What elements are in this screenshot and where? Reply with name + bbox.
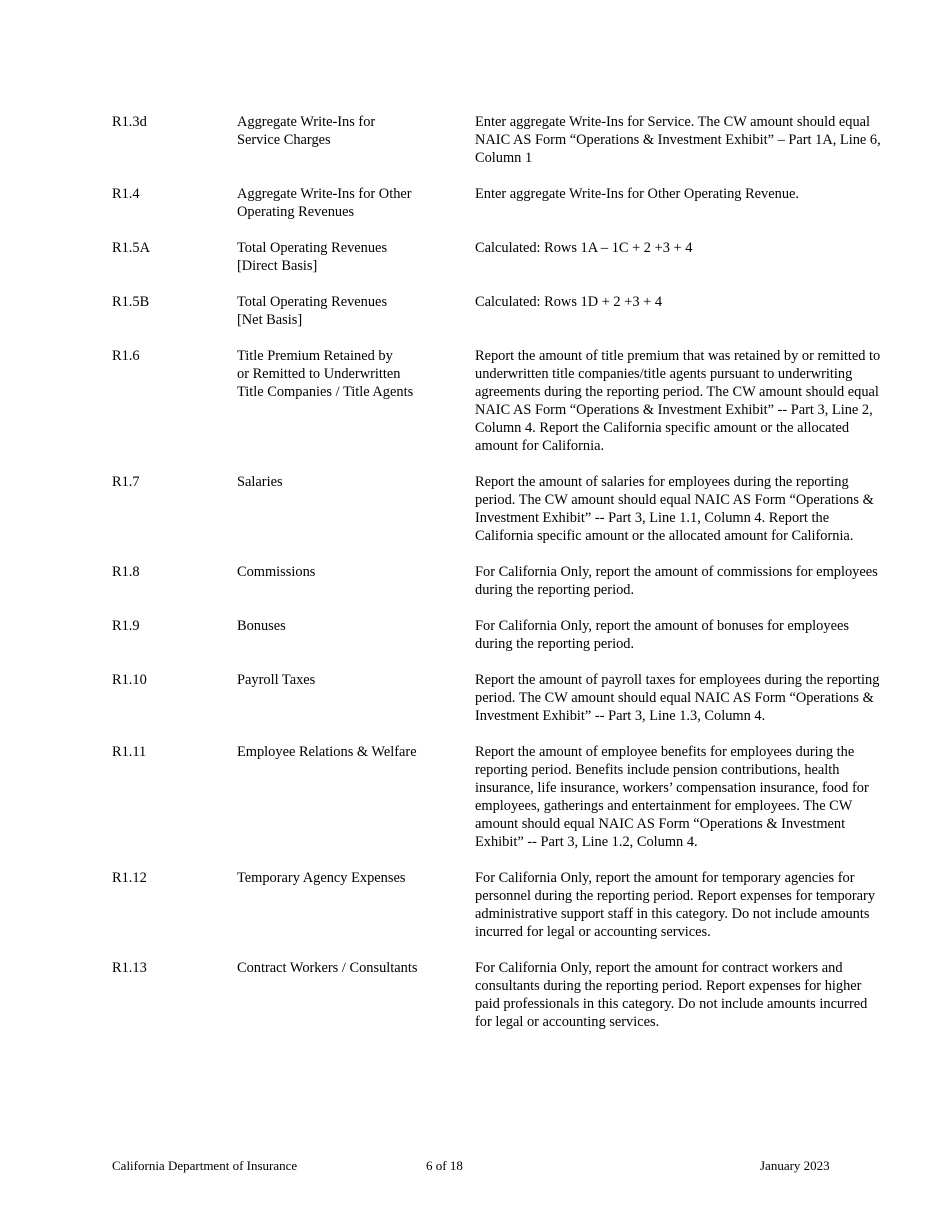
row-description: Calculated: Rows 1A – 1C + 2 +3 + 4 — [475, 240, 693, 256]
table-row — [112, 671, 892, 725]
table-row — [112, 239, 892, 275]
row-label: Total Operating Revenues [Net Basis] — [237, 294, 388, 328]
row-code: R1.7 — [112, 474, 140, 490]
row-description: For California Only, report the amount for temporary agencies for personnel during the reporting period. Report expenses for temporary administrative support staff in this category. Do not include amounts incurred for legal or accounting services. — [475, 870, 876, 940]
row-description: Report the amount of title premium that was retained by or remitted to underwritten title companies/title agents pursuant to underwriting agreements during the reporting period. The CW amount should equal NAIC AS Form “Operations & Investment Exhibit” -- Part 3, Line 2, Column 4. Report the California specific amount or the allocated amount for California. — [475, 348, 881, 454]
row-description: For California Only, report the amount of bonuses for employees during the reporting period. — [475, 618, 849, 652]
table-row — [112, 113, 892, 167]
table-row — [112, 185, 892, 221]
table-row — [112, 293, 892, 329]
table-row — [112, 743, 892, 851]
table-row — [112, 959, 892, 1031]
row-label: Salaries — [237, 474, 283, 490]
row-label: Title Premium Retained by or Remitted to Underwritten Title Companies / Title Agents — [237, 348, 414, 400]
table-row — [112, 563, 892, 599]
row-description: Report the amount of employee benefits for employees during the reporting period. Benefits include pension contributions, health insurance, life insurance, workers’ compensation insurance, food for employees, gatherings and entertainment for employees. The CW amount should equal NAIC AS Form “Operations & Investment Exhibit” -- Part 3, Line 1.2, Column 4. — [475, 744, 869, 850]
row-label: Bonuses — [237, 618, 286, 634]
row-label: Employee Relations & Welfare — [237, 744, 417, 760]
row-code: R1.12 — [112, 870, 147, 886]
row-code: R1.4 — [112, 186, 140, 202]
row-description: Report the amount of payroll taxes for employees during the reporting period. The CW amount should equal NAIC AS Form “Operations & Investment Exhibit” -- Part 3, Line 1.3, Column 4. — [475, 672, 880, 724]
table-row — [112, 473, 892, 545]
table-row — [112, 869, 892, 941]
row-description: Report the amount of salaries for employees during the reporting period. The CW amount should equal NAIC AS Form “Operations & Investment Exhibit” -- Part 3, Line 1.1, Column 4. Report the California specific amount or the allocated amount for California. — [475, 474, 874, 544]
row-code: R1.10 — [112, 672, 147, 688]
row-code: R1.6 — [112, 348, 140, 364]
table-row — [112, 347, 892, 455]
row-code: R1.3d — [112, 114, 147, 130]
row-description: For California Only, report the amount of commissions for employees during the reporting period. — [475, 564, 878, 598]
row-code: R1.8 — [112, 564, 140, 580]
definitions-table — [112, 113, 892, 1049]
row-label: Aggregate Write-Ins for Service Charges — [237, 114, 376, 148]
page-footer — [0, 1157, 950, 1175]
footer-organization: California Department of Insurance — [112, 1158, 298, 1173]
row-label: Temporary Agency Expenses — [237, 870, 406, 886]
row-code: R1.5B — [112, 294, 150, 310]
row-label: Commissions — [237, 564, 316, 580]
row-label: Total Operating Revenues [Direct Basis] — [237, 240, 388, 274]
row-label: Aggregate Write-Ins for Other Operating Revenues — [237, 186, 412, 220]
row-label: Payroll Taxes — [237, 672, 316, 688]
row-label: Contract Workers / Consultants — [237, 960, 418, 976]
table-row — [112, 617, 892, 653]
row-description: Calculated: Rows 1D + 2 +3 + 4 — [475, 294, 663, 310]
row-code: R1.13 — [112, 960, 147, 976]
row-description: For California Only, report the amount for contract workers and consultants during the reporting period. Report expenses for higher paid professionals in this category. Do not include amounts incurred for legal or accounting services. — [475, 960, 868, 1030]
row-description: Enter aggregate Write-Ins for Service. The CW amount should equal NAIC AS Form “Operations & Investment Exhibit” – Part 1A, Line 6, Column 1 — [475, 114, 881, 166]
footer-date: January 2023 — [760, 1158, 830, 1173]
row-code: R1.9 — [112, 618, 140, 634]
row-description: Enter aggregate Write-Ins for Other Operating Revenue. — [475, 186, 800, 202]
footer-page-number: 6 of 18 — [426, 1158, 463, 1173]
row-code: R1.5A — [112, 240, 150, 256]
row-code: R1.11 — [112, 744, 147, 760]
